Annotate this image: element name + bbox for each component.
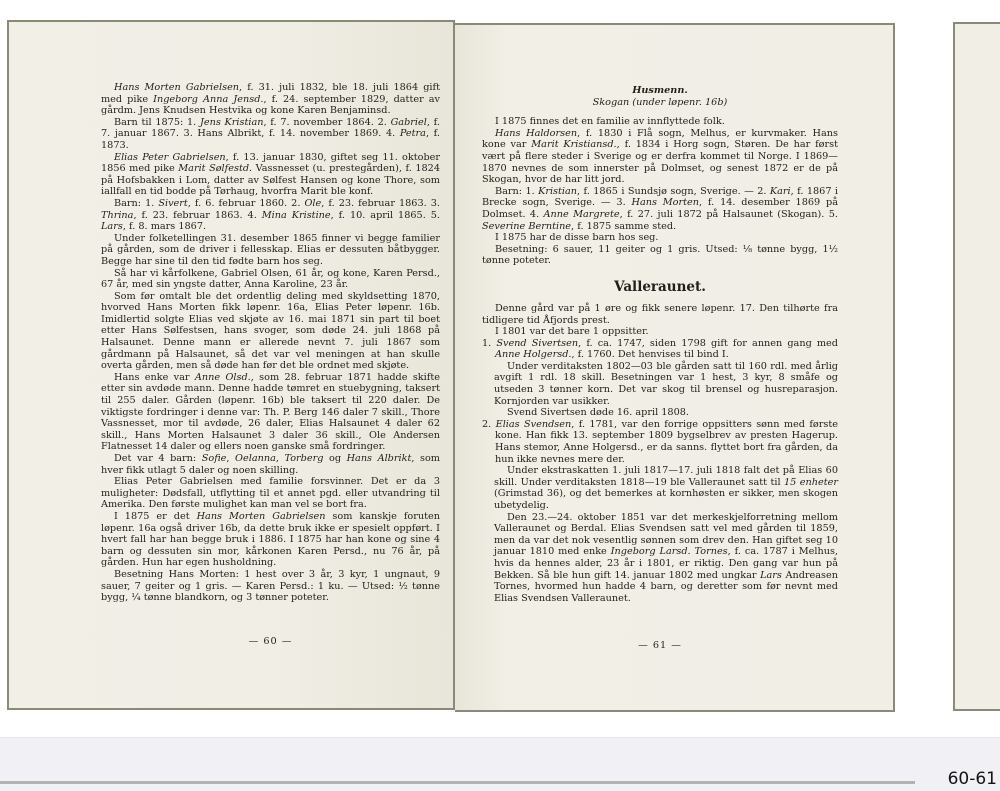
paragraph: I 1875 har de disse barn hos seg.: [495, 232, 659, 244]
heading-skogan: Skogan (under løpenr. 16b): [592, 96, 728, 108]
book-page-right: [455, 23, 895, 712]
paragraph: I 1801 var det bare 1 oppsitter.: [495, 326, 649, 338]
page-indicator: 60-61: [947, 769, 997, 789]
next-page-edge[interactable]: [953, 22, 1000, 711]
paragraph: Hans enke var Anne Olsd., som 28. februar 1871 hadde skifte etter sin avdøde mann. Denne hadde tømret en stuebygning, taksert til 255 daler. Gården (løpenr. 16b) ble taksert til 220 daler. De viktigste fordringer i denne var: Th. P. Berg 146 daler 7 skill., Thore Vassnesset, mor til avdøde, 26 daler, Elias Halsaunet 4 daler 62 skill., Hans Morten Halsaunet 3 daler 36 skill., Ole Andersen Flatnesset 14 daler og ellers noen ganske små fordringer.: [101, 371, 440, 453]
page-number: — 61 —: [638, 640, 682, 652]
paragraph: Besetning Hans Morten: 1 hest over 3 år, 3 kyr, 1 ungnaut, 9 sauer, 7 geiter og 1 gris. — Karen Persd.: 1 ku. — Utsed: ½ tønne bygg, ¼ tønne blandkorn, og 3 tønner poteter.: [101, 568, 440, 604]
paragraph: Elias Peter Gabrielsen med familie forsvinner. Det er da 3 muligheter: Dødsfall, utflytting til et annet pgd. eller utvandring til Amerika. Den første mulighet kan man vel se bort fra.: [101, 476, 440, 511]
list-sub-paragraph: Under verditaksten 1802—03 ble gården satt til 160 rdl. med årlig avgift 1 rdl. 18 skill. Besetningen var 1 hest, 3 kyr, 8 småfe og utseden 3 tønner korn. Det var skog til brensel og husreparasjon. Kornjorden var usikker.: [494, 360, 838, 407]
paragraph: Barn: 1. Sivert, f. 6. februar 1860. 2. Ole, f. 23. februar 1863. 3. Thrina, f. 23. februar 1863. 4. Mina Kristine, f. 10. april 1865. 5. Lars, f. 8. mars 1867.: [101, 197, 440, 233]
heading-husmenn: Husmenn.: [632, 85, 688, 96]
paragraph: Hans Morten Gabrielsen, f. 31. juli 1832, ble 18. juli 1864 gift med pike Ingeborg Anna Jensd., f. 24. september 1829, datter av gårdm. Jens Knudsen Hestvika og kone Karen Benjaminsd.: [101, 82, 440, 117]
paragraph: Barn til 1875: 1. Jens Kristian, f. 7. november 1864. 2. Gabriel, f. 7. januar 1867. 3. Hans Albrikt, f. 14. november 1869. 4. Petra, f. 1873.: [101, 116, 440, 151]
paragraph: Besetning: 6 sauer, 11 geiter og 1 gris. Utsed: ⅛ tønne bygg, 1½ tønne poteter.: [482, 243, 838, 267]
page-number: — 60 —: [248, 636, 293, 648]
paragraph: Hans Haldorsen, f. 1830 i Flå sogn, Melhus, er kurvmaker. Hans kone var Marit Kristiansd., f. 1834 i Horg sogn, Støren. De har først vært på flere steder i Sverige og er derfra kommet til Norge. I 1869—1870 nevnes de som innerster på Dolmset, og senest 1872 er de på Skogan, hvor de har litt jord.: [482, 127, 839, 186]
paragraph: Som før omtalt ble det ordentlig deling med skyldsetting 1870, hvorved Hans Morten fikk løpenr. 16a, Elias Peter løpenr. 16b. Imidlertid solgte Elias ved skjøte av 16. mai 1871 sin part til boet etter Hans Sølfestsen, hans svoger, som døde 24. juli 1868 på Halsaunet. Denne mann er allerede nevnt 7. juli 1867 som gårdmann på Halsaunet, så det var vel meningen at han skulle overta gården, men så døde han før det ble ordnet med skjøte.: [101, 290, 440, 372]
progress-slider[interactable]: [0, 781, 915, 784]
list-sub-paragraph: Svend Sivertsen døde 16. april 1808.: [507, 407, 690, 419]
paragraph: I 1875 finnes det en familie av innflyttede folk.: [495, 116, 725, 128]
book-page-left: [7, 20, 455, 710]
heading-valleraunet: Valleraunet.: [614, 278, 706, 295]
paragraph: Elias Peter Gabrielsen, f. 13. januar 1830, giftet seg 11. oktober 1856 med pike Marit Sølfestd. Vassnesset (u. prestegården), f. 1824 på Hofsbakken i Lom, datter av Sølfest Hansen og kone Thore, som iallfall en tid bodde på Tørhaug, hvorfra Marit ble konf.: [101, 151, 441, 198]
paragraph: I 1875 er det Hans Morten Gabrielsen som kanskje foruten løpenr. 16a også driver 16b, da dette bruk ikke er spesielt oppført. I hvert fall har han begge bruk i 1886. I 1875 har han kone og sine 4 barn og dessuten sin mor, kårkonen Karen Persd., nu 76 år, på gården. Hun har egen husholdning.: [101, 510, 440, 569]
list-sub-paragraph: Den 23.—24. oktober 1851 var det merkeskjelforretning mellom Valleraunet og Berdal. Elias Svendsen satt vel med gården til 1859, men da var det nok vesentlig sønnen som drev den. Han giftet seg 10 januar 1810 med enke Ingeborg Larsd. Tornes, f. ca. 1787 i Melhus, hvis da hennes alder, 23 år i 1801, er riktig. Den gang var hun på Bekken. Så ble hun gift 14. januar 1802 med ungkar Lars Andreasen Tornes, hvormed hun hadde 4 barn, og deretter som før nevnt med Elias Svendsen Valleraunet.: [494, 511, 838, 604]
paragraph: Denne gård var på 1 øre og fikk senere løpenr. 17. Den tilhørte fra tidligere tid Åfjords prest.: [482, 302, 838, 326]
paragraph: Så har vi kårfolkene, Gabriel Olsen, 61 år, og kone, Karen Persd., 67 år, med sin yngste datter, Anna Karoline, 23 år.: [101, 267, 440, 291]
list-item: 1. Svend Sivertsen, f. ca. 1747, siden 1798 gift for annen gang med Anne Holgersd., f. 1760. Det henvises til bind I.: [482, 337, 838, 361]
paragraph: Barn: 1. Kristian, f. 1865 i Sundsjø sogn, Sverige. — 2. Kari, f. 1867 i Brecke sogn, Sverige. — 3. Hans Morten, f. 14. desember 1869 på Dolmset. 4. Anne Margrete, f. 27. juli 1872 på Halsaunet (Skogan). 5. Severine Berntine, f. 1875 samme sted.: [482, 185, 838, 232]
list-item: 2. Elias Svendsen, f. 1781, var den forrige oppsitters sønn med første kone. Han fikk 13. september 1809 bygselbrev av presten Hagerup. Hans stemor, Anne Holgersd., er da sanns. flyttet bort fra gården, da hun ikke nevnes mere der.: [482, 418, 838, 465]
reader-bottom-bar: [0, 737, 1000, 791]
paragraph: Under folketellingen 31. desember 1865 finner vi begge familier på gården, som de driver i fellesskap. Elias er dessuten båtbygger. Begge har sine til den tid fødte barn hos seg.: [101, 232, 440, 267]
list-sub-paragraph: Under ekstraskatten 1. juli 1817—17. juli 1818 falt det på Elias 60 skill. Under verditaksten 1818—19 ble Valleraunet satt til 15 enheter (Grimstad 36), og det bemerkes at kornhøsten er sikker, men skogen ubetydelig.: [494, 465, 839, 511]
paragraph: Det var 4 barn: Sofie, Oelanna, Torberg og Hans Albrikt, som hver fikk utlagt 5 daler og noen skilling.: [101, 453, 440, 476]
